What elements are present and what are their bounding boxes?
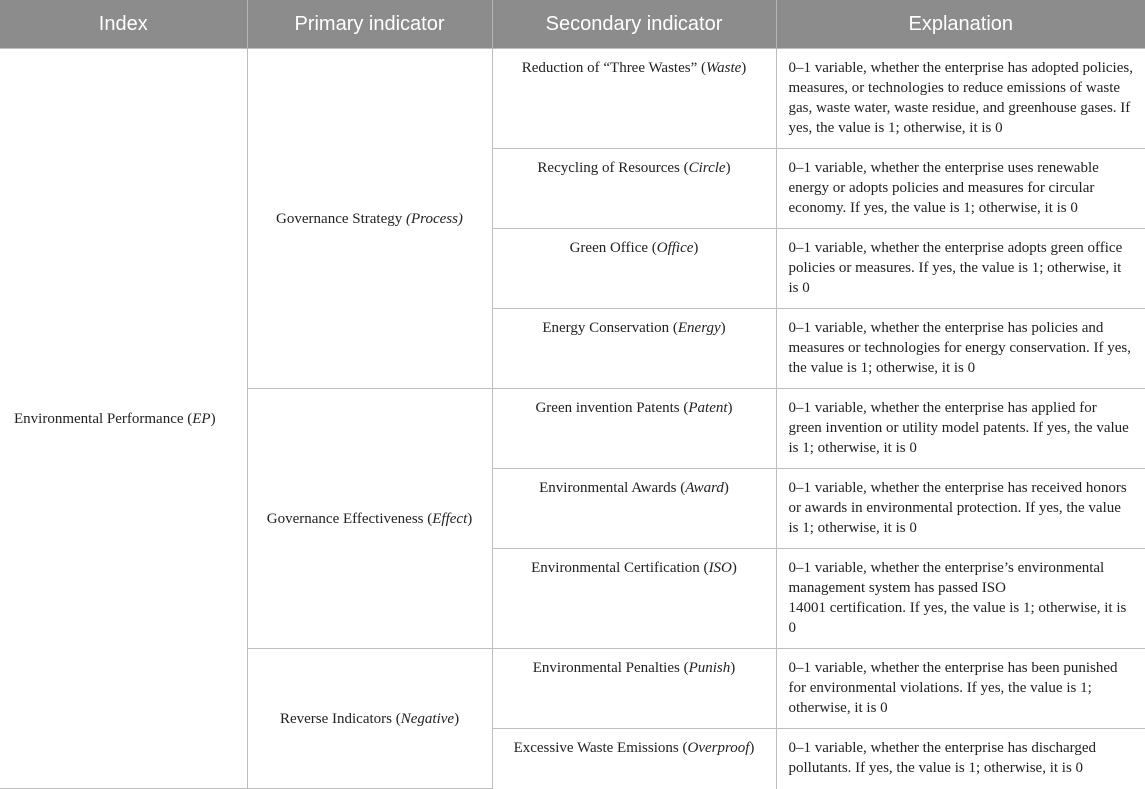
explanation-cell: 0–1 variable, whether the enterprise has policies and measures or technologies for energy conservation. If yes, the value is 1; otherwise, it is 0: [776, 309, 1145, 389]
explanation-cell: 0–1 variable, whether the enterprise adopts green office policies or measures. If yes, the value is 1; otherwise, it is 0: [776, 229, 1145, 309]
header-primary: Primary indicator: [247, 0, 492, 49]
explanation-cell: 0–1 variable, whether the enterprise uses renewable energy or adopts policies and measures for circular economy. If yes, the value is 1; otherwise, it is 0: [776, 149, 1145, 229]
secondary-cell: Reduction of “Three Wastes” (Waste): [492, 49, 776, 149]
explanation-cell: 0–1 variable, whether the enterprise has adopted policies, measures, or technologies to reduce emissions of waste gas, waste water, waste residue, and greenhouse gases. If yes, the value is 1; otherwise, it is 0: [776, 49, 1145, 149]
header-row: [0, 0, 1145, 49]
header-explanation: Explanation: [776, 0, 1145, 49]
explanation-cell: 0–1 variable, whether the enterprise has discharged pollutants. If yes, the value is 1; otherwise, it is 0: [776, 729, 1145, 789]
secondary-cell: Energy Conservation (Energy): [492, 309, 776, 389]
secondary-cell: Environmental Certification (ISO): [492, 549, 776, 649]
explanation-cell: 0–1 variable, whether the enterprise has been punished for environmental violations. If yes, the value is 1; otherwise, it is 0: [776, 649, 1145, 729]
secondary-cell: Environmental Awards (Award): [492, 469, 776, 549]
index-abbr: EP: [192, 410, 211, 427]
header-index: Index: [0, 0, 247, 49]
secondary-cell: Green Office (Office): [492, 229, 776, 309]
explanation-cell: 0–1 variable, whether the enterprise’s environmental management system has passed ISO 14001 certification. If yes, the value is 1; otherwise, it is 0: [776, 549, 1145, 649]
secondary-cell: Recycling of Resources (Circle): [492, 149, 776, 229]
secondary-cell: Environmental Penalties (Punish): [492, 649, 776, 729]
header-secondary: Secondary indicator: [492, 0, 776, 49]
explanation-cell: 0–1 variable, whether the enterprise has received honors or awards in environmental protection. If yes, the value is 1; otherwise, it is 0: [776, 469, 1145, 549]
secondary-cell: Excessive Waste Emissions (Overproof): [492, 729, 776, 789]
secondary-cell: Green invention Patents (Patent): [492, 389, 776, 469]
index-cell: Environmental Performance (EP): [0, 49, 247, 789]
table-row: [0, 49, 1145, 149]
primary-cell-effect: Governance Effectiveness (Effect): [247, 389, 492, 649]
primary-cell-negative: Reverse Indicators (Negative): [247, 649, 492, 789]
explanation-cell: 0–1 variable, whether the enterprise has applied for green invention or utility model patents. If yes, the value is 1; otherwise, it is 0: [776, 389, 1145, 469]
primary-cell-process: Governance Strategy (Process): [247, 49, 492, 389]
